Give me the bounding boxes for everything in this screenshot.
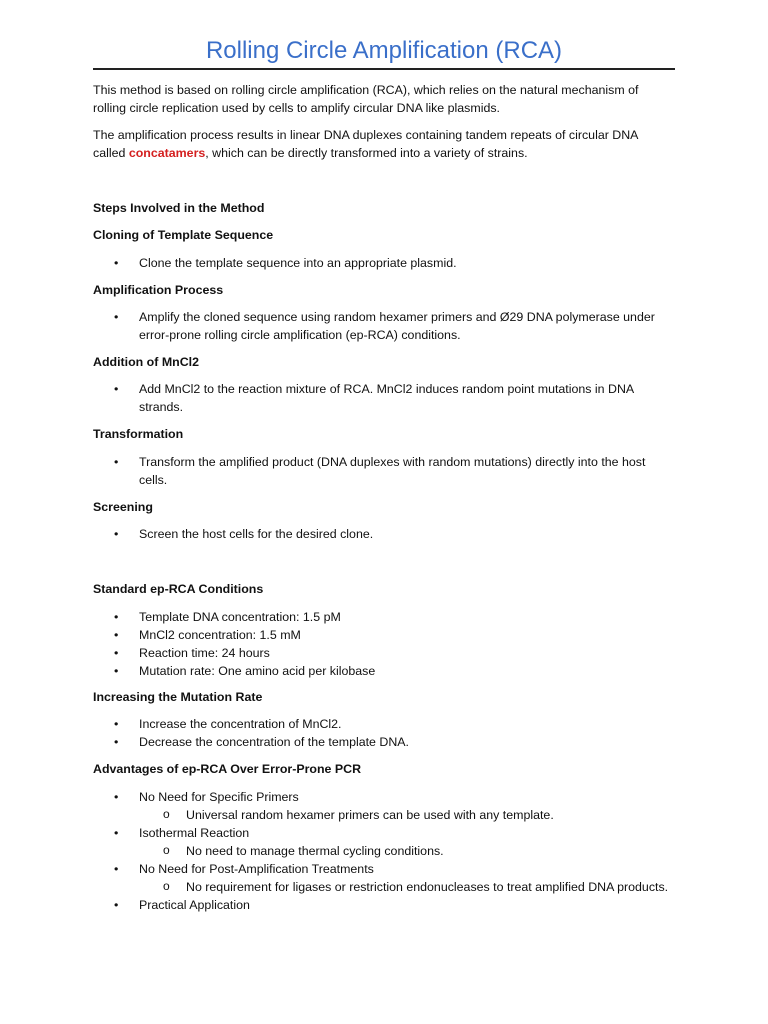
list-item: • Amplify the cloned sequence using random hexamer primers and Ø29 DNA polymerase under error-prone rolling circle amplification (ep-RCA) conditions.	[93, 308, 673, 344]
transformation-heading: Transformation	[93, 427, 184, 441]
sub-list-item: o Universal random hexamer primers can be used with any template.	[93, 806, 673, 824]
steps-heading: Steps Involved in the Method	[93, 201, 265, 215]
list-item: • Increase the concentration of MnCl2.	[93, 715, 673, 733]
intro-paragraph-2	[93, 126, 673, 162]
conditions-heading: Standard ep-RCA Conditions	[93, 582, 264, 596]
list-item: • No Need for Post-Amplification Treatments	[93, 860, 673, 878]
transformation-list	[93, 453, 673, 489]
list-item: • Transform the amplified product (DNA duplexes with random mutations) directly into the host cells.	[93, 453, 673, 489]
list-item: • MnCl2 concentration: 1.5 mM	[93, 626, 673, 644]
amplification-heading: Amplification Process	[93, 283, 224, 297]
advantages-list	[93, 788, 673, 914]
list-item: • Isothermal Reaction	[93, 824, 673, 842]
cloning-list	[93, 254, 673, 272]
sub-list-item: o No requirement for ligases or restriction endonucleases to treat amplified DNA products.	[93, 878, 673, 896]
list-item: • Add MnCl2 to the reaction mixture of RCA. MnCl2 induces random point mutations in DNA strands.	[93, 380, 673, 416]
advantages-heading: Advantages of ep-RCA Over Error-Prone PCR	[93, 762, 362, 776]
concatamers-highlight: concatamers	[128, 146, 206, 160]
conditions-list	[93, 608, 673, 680]
list-item: • Decrease the concentration of the template DNA.	[93, 733, 673, 751]
screening-list	[93, 525, 673, 543]
amplification-list	[93, 308, 673, 344]
page-title: Rolling Circle Amplification (RCA)	[205, 37, 563, 64]
list-item: • Clone the template sequence into an appropriate plasmid.	[93, 254, 673, 272]
intro-p2-text-start: The amplification process results in linear DNA duplexes containing tandem repeats of circular DNA called	[93, 128, 638, 160]
list-item: • Template DNA concentration: 1.5 pM	[93, 608, 673, 626]
list-item: • Mutation rate: One amino acid per kilobase	[93, 662, 673, 680]
list-item: • Practical Application	[93, 896, 673, 914]
title-underline	[93, 68, 675, 70]
intro-p2-text-end: , which can be directly transformed into a variety of strains.	[205, 146, 528, 160]
mutation-rate-list	[93, 715, 673, 751]
screening-heading: Screening	[93, 500, 153, 514]
cloning-heading: Cloning of Template Sequence	[93, 228, 274, 242]
mncl2-list	[93, 380, 673, 416]
list-item: • Reaction time: 24 hours	[93, 644, 673, 662]
intro-paragraph-1: This method is based on rolling circle amplification (RCA), which relies on the natural mechanism of rolling circle replication used by cells to amplify circular DNA like plasmids.	[93, 83, 639, 115]
list-item: • No Need for Specific Primers	[93, 788, 673, 806]
list-item: • Screen the host cells for the desired clone.	[93, 525, 673, 543]
mncl2-heading: Addition of MnCl2	[93, 355, 199, 369]
mutation-rate-heading: Increasing the Mutation Rate	[93, 690, 263, 704]
sub-list-item: o No need to manage thermal cycling conditions.	[93, 842, 673, 860]
